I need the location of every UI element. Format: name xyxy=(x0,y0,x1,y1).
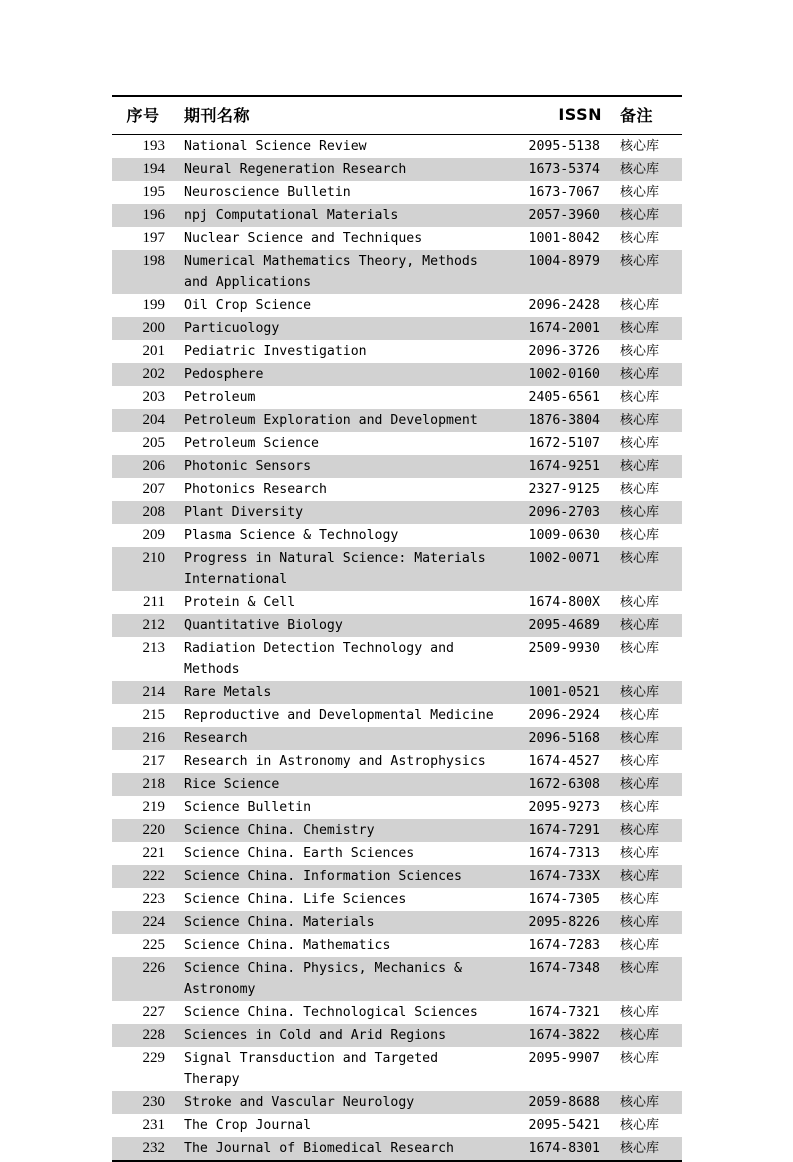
cell-issn: 2057-3960 xyxy=(502,204,612,227)
table-row xyxy=(112,135,682,159)
cell-journal-name: Science Bulletin xyxy=(174,796,502,819)
cell-journal-name: The Journal of Biomedical Research xyxy=(174,1137,502,1161)
cell-index: 221 xyxy=(112,842,174,865)
cell-note: 核心库 xyxy=(612,637,682,681)
table-row xyxy=(112,250,682,294)
column-header-no: 序号 xyxy=(112,96,174,135)
table-row xyxy=(112,888,682,911)
cell-issn: 1001-8042 xyxy=(502,227,612,250)
cell-index: 198 xyxy=(112,250,174,294)
cell-note: 核心库 xyxy=(612,386,682,409)
table-row xyxy=(112,455,682,478)
cell-issn: 1876-3804 xyxy=(502,409,612,432)
table-row xyxy=(112,501,682,524)
table-row xyxy=(112,934,682,957)
cell-journal-name: Radiation Detection Technology and Methods xyxy=(174,637,502,681)
table-row xyxy=(112,865,682,888)
cell-journal-name: Petroleum Exploration and Development xyxy=(174,409,502,432)
cell-issn: 2405-6561 xyxy=(502,386,612,409)
cell-note: 核心库 xyxy=(612,1114,682,1137)
table-row xyxy=(112,340,682,363)
cell-index: 218 xyxy=(112,773,174,796)
cell-note: 核心库 xyxy=(612,363,682,386)
cell-index: 216 xyxy=(112,727,174,750)
table-row xyxy=(112,1091,682,1114)
cell-journal-name: Petroleum xyxy=(174,386,502,409)
cell-index: 200 xyxy=(112,317,174,340)
cell-issn: 2096-5168 xyxy=(502,727,612,750)
table-row xyxy=(112,750,682,773)
cell-index: 194 xyxy=(112,158,174,181)
cell-note: 核心库 xyxy=(612,181,682,204)
table-body xyxy=(112,135,682,1162)
cell-issn: 2095-9273 xyxy=(502,796,612,819)
cell-issn: 2327-9125 xyxy=(502,478,612,501)
cell-journal-name: Research xyxy=(174,727,502,750)
cell-journal-name: Pediatric Investigation xyxy=(174,340,502,363)
table-row xyxy=(112,1114,682,1137)
cell-issn: 2095-5421 xyxy=(502,1114,612,1137)
cell-note: 核心库 xyxy=(612,478,682,501)
cell-index: 196 xyxy=(112,204,174,227)
cell-index: 217 xyxy=(112,750,174,773)
cell-index: 206 xyxy=(112,455,174,478)
cell-issn: 1674-9251 xyxy=(502,455,612,478)
column-header-note: 备注 xyxy=(612,96,682,135)
journal-table xyxy=(112,95,682,1162)
cell-index: 211 xyxy=(112,591,174,614)
cell-journal-name: Pedosphere xyxy=(174,363,502,386)
cell-issn: 2509-9930 xyxy=(502,637,612,681)
cell-issn: 2096-3726 xyxy=(502,340,612,363)
cell-index: 207 xyxy=(112,478,174,501)
table-row xyxy=(112,409,682,432)
cell-note: 核心库 xyxy=(612,865,682,888)
cell-index: 223 xyxy=(112,888,174,911)
cell-journal-name: Oil Crop Science xyxy=(174,294,502,317)
cell-index: 232 xyxy=(112,1137,174,1161)
cell-note: 核心库 xyxy=(612,614,682,637)
cell-journal-name: Science China. Physics, Mechanics & Astronomy xyxy=(174,957,502,1001)
table-row xyxy=(112,294,682,317)
cell-journal-name: Photonics Research xyxy=(174,478,502,501)
table-row xyxy=(112,727,682,750)
cell-journal-name: The Crop Journal xyxy=(174,1114,502,1137)
cell-issn: 1674-800X xyxy=(502,591,612,614)
table-row xyxy=(112,1001,682,1024)
cell-note: 核心库 xyxy=(612,158,682,181)
cell-journal-name: Protein & Cell xyxy=(174,591,502,614)
cell-index: 208 xyxy=(112,501,174,524)
cell-note: 核心库 xyxy=(612,409,682,432)
cell-note: 核心库 xyxy=(612,796,682,819)
table-row xyxy=(112,204,682,227)
cell-issn: 1674-733X xyxy=(502,865,612,888)
cell-index: 214 xyxy=(112,681,174,704)
cell-issn: 2096-2428 xyxy=(502,294,612,317)
cell-index: 203 xyxy=(112,386,174,409)
cell-note: 核心库 xyxy=(612,888,682,911)
cell-journal-name: Stroke and Vascular Neurology xyxy=(174,1091,502,1114)
cell-journal-name: Science China. Materials xyxy=(174,911,502,934)
cell-journal-name: Particuology xyxy=(174,317,502,340)
cell-note: 核心库 xyxy=(612,135,682,159)
cell-note: 核心库 xyxy=(612,773,682,796)
table-row xyxy=(112,524,682,547)
table-row xyxy=(112,796,682,819)
cell-issn: 1002-0071 xyxy=(502,547,612,591)
table-row xyxy=(112,227,682,250)
cell-index: 210 xyxy=(112,547,174,591)
cell-index: 220 xyxy=(112,819,174,842)
cell-issn: 1002-0160 xyxy=(502,363,612,386)
cell-journal-name: Science China. Life Sciences xyxy=(174,888,502,911)
cell-journal-name: National Science Review xyxy=(174,135,502,159)
cell-issn: 1674-7291 xyxy=(502,819,612,842)
cell-journal-name: Photonic Sensors xyxy=(174,455,502,478)
cell-note: 核心库 xyxy=(612,432,682,455)
cell-index: 201 xyxy=(112,340,174,363)
cell-note: 核心库 xyxy=(612,819,682,842)
cell-index: 224 xyxy=(112,911,174,934)
cell-issn: 2095-9907 xyxy=(502,1047,612,1091)
table-header-row xyxy=(112,96,682,135)
cell-index: 204 xyxy=(112,409,174,432)
table-row xyxy=(112,1047,682,1091)
cell-issn: 1009-0630 xyxy=(502,524,612,547)
cell-issn: 2095-8226 xyxy=(502,911,612,934)
cell-note: 核心库 xyxy=(612,681,682,704)
cell-issn: 1674-7313 xyxy=(502,842,612,865)
cell-index: 225 xyxy=(112,934,174,957)
cell-journal-name: Progress in Natural Science: Materials International xyxy=(174,547,502,591)
cell-index: 202 xyxy=(112,363,174,386)
table-row xyxy=(112,681,682,704)
cell-note: 核心库 xyxy=(612,934,682,957)
cell-journal-name: Science China. Mathematics xyxy=(174,934,502,957)
cell-journal-name: Plant Diversity xyxy=(174,501,502,524)
cell-issn: 2095-4689 xyxy=(502,614,612,637)
table-row xyxy=(112,704,682,727)
cell-note: 核心库 xyxy=(612,340,682,363)
cell-index: 212 xyxy=(112,614,174,637)
cell-index: 209 xyxy=(112,524,174,547)
cell-journal-name: Signal Transduction and Targeted Therapy xyxy=(174,1047,502,1091)
cell-journal-name: Rice Science xyxy=(174,773,502,796)
cell-index: 193 xyxy=(112,135,174,159)
cell-journal-name: Science China. Information Sciences xyxy=(174,865,502,888)
cell-issn: 1673-7067 xyxy=(502,181,612,204)
cell-journal-name: Numerical Mathematics Theory, Methods and Applications xyxy=(174,250,502,294)
cell-note: 核心库 xyxy=(612,250,682,294)
table-row xyxy=(112,614,682,637)
table-row xyxy=(112,432,682,455)
cell-note: 核心库 xyxy=(612,317,682,340)
cell-journal-name: Quantitative Biology xyxy=(174,614,502,637)
cell-journal-name: Science China. Technological Sciences xyxy=(174,1001,502,1024)
cell-issn: 1674-7348 xyxy=(502,957,612,1001)
cell-note: 核心库 xyxy=(612,1091,682,1114)
cell-journal-name: Science China. Chemistry xyxy=(174,819,502,842)
cell-journal-name: Petroleum Science xyxy=(174,432,502,455)
cell-issn: 1004-8979 xyxy=(502,250,612,294)
cell-issn: 1672-5107 xyxy=(502,432,612,455)
table-header xyxy=(112,96,682,135)
cell-note: 核心库 xyxy=(612,911,682,934)
cell-note: 核心库 xyxy=(612,957,682,1001)
cell-issn: 1674-7283 xyxy=(502,934,612,957)
table-row xyxy=(112,547,682,591)
cell-note: 核心库 xyxy=(612,727,682,750)
cell-index: 229 xyxy=(112,1047,174,1091)
cell-note: 核心库 xyxy=(612,501,682,524)
cell-note: 核心库 xyxy=(612,704,682,727)
cell-journal-name: Reproductive and Developmental Medicine xyxy=(174,704,502,727)
cell-note: 核心库 xyxy=(612,524,682,547)
table-row xyxy=(112,819,682,842)
cell-note: 核心库 xyxy=(612,1137,682,1161)
cell-issn: 1674-7321 xyxy=(502,1001,612,1024)
cell-index: 226 xyxy=(112,957,174,1001)
cell-issn: 1001-0521 xyxy=(502,681,612,704)
table-row xyxy=(112,158,682,181)
cell-issn: 1673-5374 xyxy=(502,158,612,181)
cell-issn: 2096-2703 xyxy=(502,501,612,524)
table-row xyxy=(112,478,682,501)
cell-index: 231 xyxy=(112,1114,174,1137)
cell-index: 205 xyxy=(112,432,174,455)
journal-table-container xyxy=(112,95,682,1162)
table-row xyxy=(112,773,682,796)
cell-index: 197 xyxy=(112,227,174,250)
cell-issn: 1674-4527 xyxy=(502,750,612,773)
table-row xyxy=(112,911,682,934)
cell-note: 核心库 xyxy=(612,227,682,250)
cell-index: 215 xyxy=(112,704,174,727)
cell-issn: 1674-3822 xyxy=(502,1024,612,1047)
cell-index: 219 xyxy=(112,796,174,819)
table-row xyxy=(112,591,682,614)
table-row xyxy=(112,1137,682,1161)
table-row xyxy=(112,957,682,1001)
cell-note: 核心库 xyxy=(612,1047,682,1091)
cell-journal-name: Rare Metals xyxy=(174,681,502,704)
cell-note: 核心库 xyxy=(612,1024,682,1047)
cell-index: 228 xyxy=(112,1024,174,1047)
cell-note: 核心库 xyxy=(612,750,682,773)
cell-journal-name: Research in Astronomy and Astrophysics xyxy=(174,750,502,773)
cell-index: 213 xyxy=(112,637,174,681)
table-row xyxy=(112,363,682,386)
cell-note: 核心库 xyxy=(612,547,682,591)
cell-journal-name: Sciences in Cold and Arid Regions xyxy=(174,1024,502,1047)
cell-note: 核心库 xyxy=(612,204,682,227)
cell-issn: 2095-5138 xyxy=(502,135,612,159)
table-row xyxy=(112,842,682,865)
cell-index: 199 xyxy=(112,294,174,317)
cell-journal-name: Neuroscience Bulletin xyxy=(174,181,502,204)
cell-note: 核心库 xyxy=(612,1001,682,1024)
table-row xyxy=(112,637,682,681)
cell-note: 核心库 xyxy=(612,455,682,478)
table-row xyxy=(112,386,682,409)
cell-issn: 1674-7305 xyxy=(502,888,612,911)
cell-index: 230 xyxy=(112,1091,174,1114)
cell-note: 核心库 xyxy=(612,591,682,614)
cell-journal-name: Plasma Science & Technology xyxy=(174,524,502,547)
cell-issn: 1674-2001 xyxy=(502,317,612,340)
column-header-issn: ISSN xyxy=(502,96,612,135)
cell-issn: 1672-6308 xyxy=(502,773,612,796)
cell-journal-name: npj Computational Materials xyxy=(174,204,502,227)
table-row xyxy=(112,181,682,204)
cell-journal-name: Neural Regeneration Research xyxy=(174,158,502,181)
cell-note: 核心库 xyxy=(612,842,682,865)
cell-journal-name: Science China. Earth Sciences xyxy=(174,842,502,865)
cell-journal-name: Nuclear Science and Techniques xyxy=(174,227,502,250)
cell-note: 核心库 xyxy=(612,294,682,317)
cell-index: 222 xyxy=(112,865,174,888)
column-header-name: 期刊名称 xyxy=(174,96,502,135)
cell-index: 227 xyxy=(112,1001,174,1024)
cell-index: 195 xyxy=(112,181,174,204)
cell-issn: 2096-2924 xyxy=(502,704,612,727)
table-row xyxy=(112,317,682,340)
cell-issn: 2059-8688 xyxy=(502,1091,612,1114)
table-row xyxy=(112,1024,682,1047)
cell-issn: 1674-8301 xyxy=(502,1137,612,1161)
